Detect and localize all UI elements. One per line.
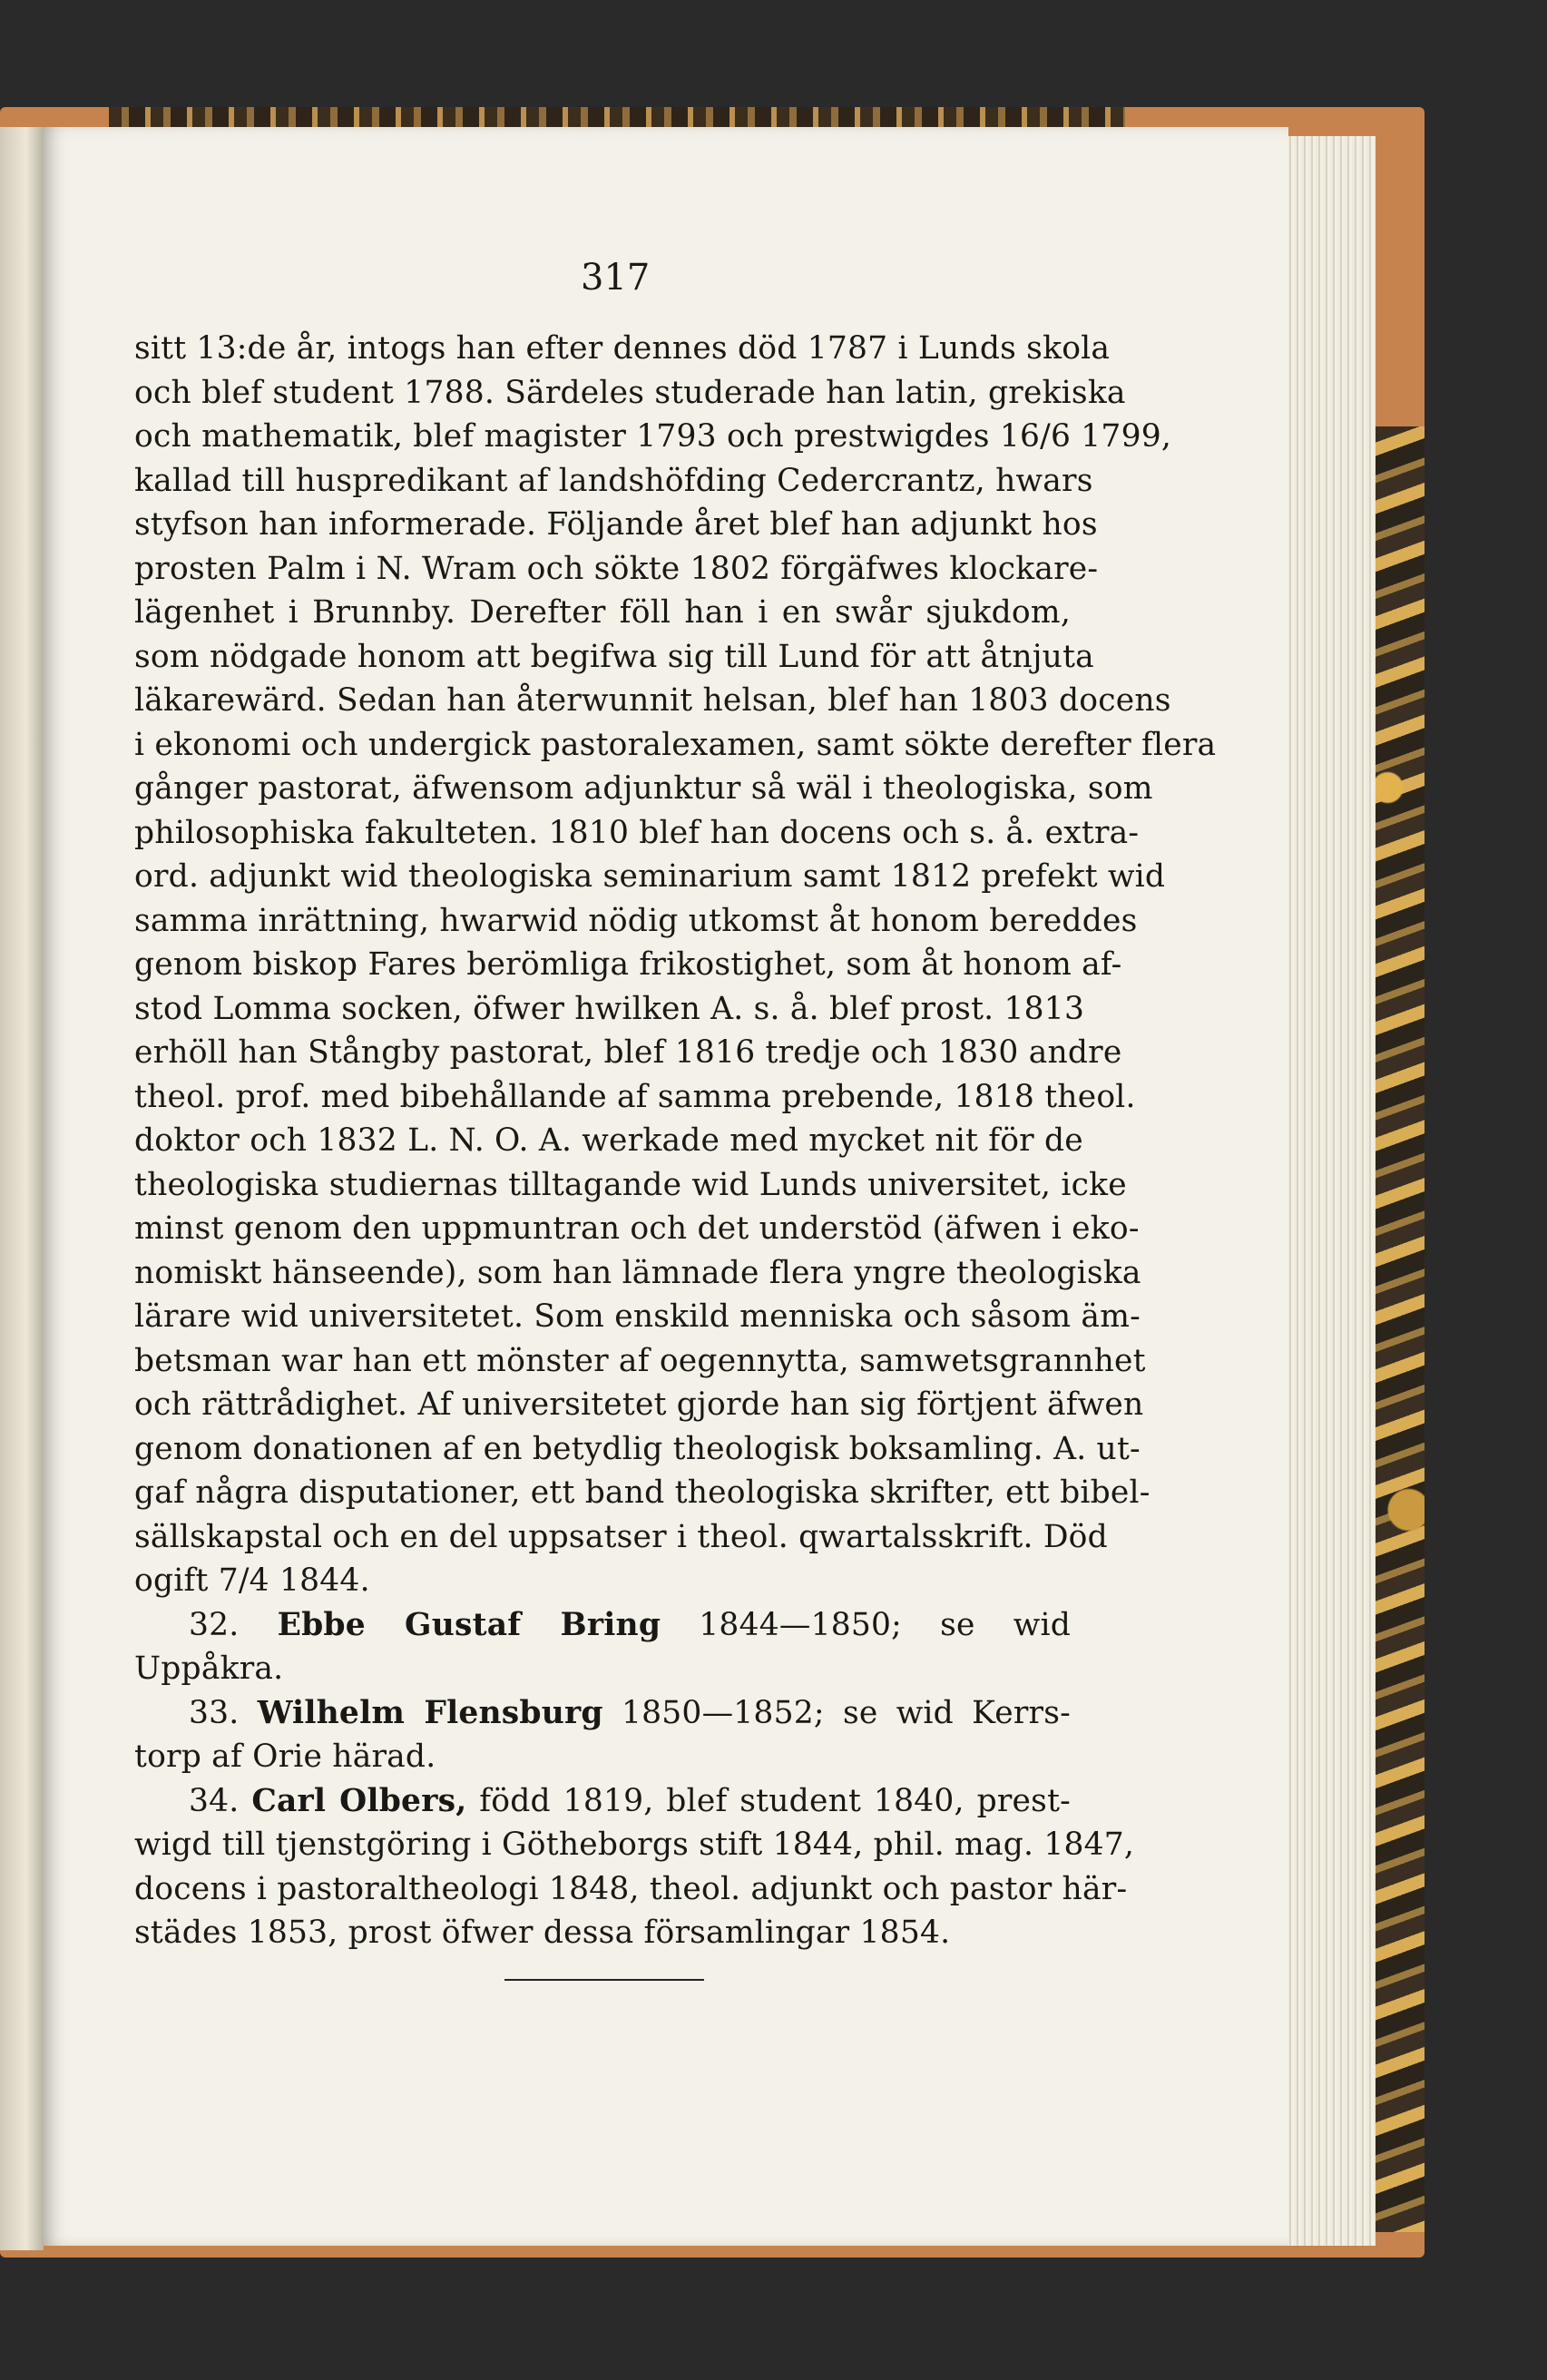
entry-text: 1850—1852; se wid Kerrs- [602, 1694, 1071, 1731]
text-line: och rättrådighet. Af universitetet gjorde han sig förtjent äfwen [134, 1386, 1144, 1423]
marbled-edge-right [1372, 426, 1425, 2232]
text-line: betsman war han ett mönster af oegennytta, samwetsgrannhet [134, 1342, 1146, 1379]
text-line: och mathematik, blef magister 1793 och prestwigdes 16/6 1799, [134, 418, 1172, 455]
entry-number: 34. [189, 1782, 252, 1819]
text-line: genom biskop Fares berömliga frikostighet, som åt honom af- [134, 946, 1122, 983]
text-line: philosophiska fakulteten. 1810 blef han docens och s. å. extra- [134, 814, 1140, 851]
text-line: läkarewärd. Sedan han återwunnit helsan, blef han 1803 docens [134, 682, 1171, 719]
entry-name: Carl Olbers, [251, 1782, 467, 1819]
text-line: styfson han informerade. Följande året blef han adjunkt hos [134, 506, 1098, 543]
text-line: och blef student 1788. Särdeles studerade han latin, grekiska [134, 374, 1126, 411]
entry-line: torp af Orie härad. [134, 1738, 436, 1775]
text-line: erhöll han Stångby pastorat, blef 1816 tredje och 1830 andre [134, 1034, 1122, 1071]
text-line: gaf några disputationer, ett band theologiska skrifter, ett bibel- [134, 1474, 1150, 1511]
text-line: minst genom den uppmuntran och det understöd (äfwen i eko- [134, 1210, 1140, 1247]
body-text [134, 327, 1217, 1955]
entry-name: Ebbe Gustaf Bring [277, 1606, 661, 1643]
left-page-edge [0, 127, 44, 2250]
text-line: theologiska studiernas tilltagande wid Lunds universitet, icke [134, 1166, 1127, 1203]
entry-line: docens i pastoraltheologi 1848, theol. adjunkt och pastor här- [134, 1870, 1128, 1907]
text-line: lägenhet i Brunnby. Derefter föll han i en swår sjukdom, [134, 594, 1071, 631]
text-line: ord. adjunkt wid theologiska seminarium samt 1812 prefekt wid [134, 858, 1166, 895]
text-line: prosten Palm i N. Wram och sökte 1802 förgäfwes klockare- [134, 550, 1099, 587]
entry-line [134, 1691, 1071, 1736]
entry-line [134, 1603, 1071, 1648]
page-number: 317 [581, 257, 651, 299]
entry-number: 32. [189, 1606, 278, 1643]
entry-line [134, 1779, 1071, 1824]
text-line: genom donationen af en betydlig theologisk boksamling. A. ut- [134, 1430, 1141, 1467]
entry-text: 1844—1850; se wid [661, 1606, 1071, 1643]
text-line: sällskapstal och en del uppsatser i theol. qwartalsskrift. Död [134, 1518, 1108, 1555]
entry-line: wigd till tjenstgöring i Götheborgs stift 1844, phil. mag. 1847, [134, 1827, 1135, 1863]
text-line: samma inrättning, hwarwid nödig utkomst åt honom bereddes [134, 902, 1138, 939]
text-line: stod Lomma socken, öfwer hwilken A. s. å. blef prost. 1813 [134, 990, 1085, 1027]
text-line: doktor och 1832 L. N. O. A. werkade med mycket nit för de [134, 1122, 1083, 1159]
entry-text: född 1819, blef student 1840, prest- [466, 1782, 1071, 1819]
text-line: ogift 7/4 1844. [134, 1562, 370, 1599]
text-line: gånger pastorat, äfwensom adjunktur så wäl i theologiska, som [134, 770, 1153, 807]
entry-name: Wilhelm Flensburg [257, 1694, 603, 1731]
page-edges [1287, 136, 1376, 2246]
entry-line: städes 1853, prost öfwer dessa församlingar 1854. [134, 1915, 951, 1951]
text-line: nomiskt hänseende), som han lämnade flera yngre theologiska [134, 1254, 1141, 1291]
text-line: sitt 13:de år, intogs han efter dennes död 1787 i Lunds skola [134, 330, 1111, 367]
text-line: theol. prof. med bibehållande af samma prebende, 1818 theol. [134, 1078, 1136, 1115]
text-line: lärare wid universitetet. Som enskild menniska och såsom äm- [134, 1298, 1141, 1335]
entry-number: 33. [189, 1694, 258, 1731]
text-line: kallad till huspredikant af landshöfding Cedercrantz, hwars [134, 462, 1093, 499]
text-line: som nödgade honom att begifwa sig till Lund för att åtnjuta [134, 638, 1094, 675]
text-line: i ekonomi och undergick pastoralexamen, samt sökte derefter flera [134, 726, 1217, 763]
closing-rule [504, 1979, 704, 1981]
entry-line: Uppåkra. [134, 1650, 284, 1687]
